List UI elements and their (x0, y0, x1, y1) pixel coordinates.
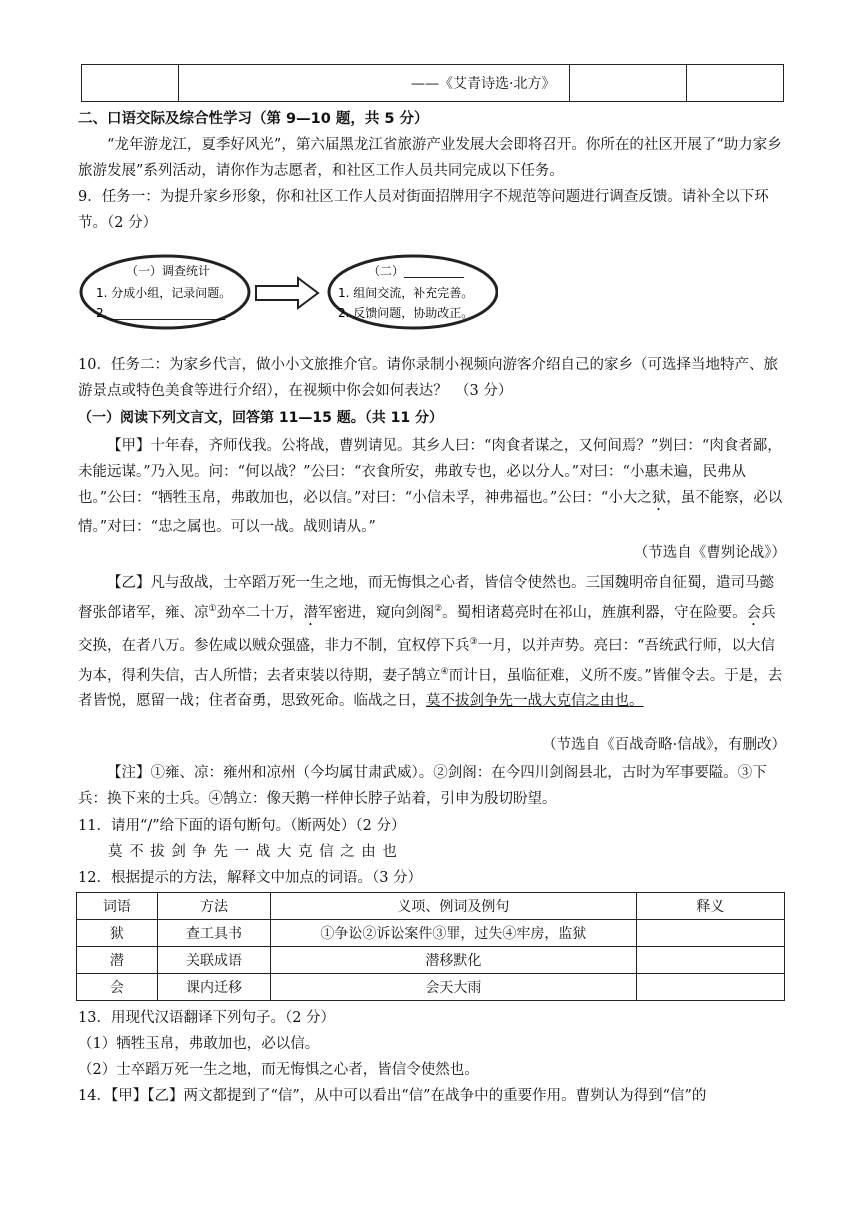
passage-yi-text: 兵交换，在者八万。参佐咸以贼众强盛，非力不制，宜权停下兵 (78, 604, 776, 654)
footnote-marker: ① (208, 604, 217, 614)
footnote-marker: ② (434, 604, 443, 614)
underlined-sentence: 莫不拔剑争先一战大克信之由也。 (426, 693, 644, 710)
arrow-right-icon (256, 278, 318, 308)
vocab-word: 潜 (77, 947, 158, 974)
question-12: 12．根据提示的方法，解释文中加点的词语。（3 分） (78, 870, 423, 886)
table-row (77, 920, 785, 947)
passage-yi-text: 【乙】凡与敌战，士卒蹈万死一生之地，而无悔惧之心者，皆信令使然也。三国魏明帝自征蜀，遣司马懿督张郃诸军，雍、凉 (78, 575, 774, 621)
vocab-table-header (77, 893, 785, 920)
vocab-method: 课内迁移 (157, 974, 271, 1001)
col-header-method: 方法 (157, 893, 271, 920)
passage-jia-text: 【甲】十年春，齐师伐我。公将战，曹刿请见。其乡人曰：“肉食者谋之，又何间焉？”刿曰：“肉食者鄙，未能远谋。”乃入见。问：“何以战？”公曰：“衣食所安，弗敢专也，必以分人。”对曰：“小惠未遍，民弗从也。”公曰：“牺牲玉帛，弗敢加也，必以信。”对曰：“小信未孚，神弗福也。”公曰： (78, 438, 782, 506)
vocab-meaning-blank (636, 920, 784, 947)
col-header-word: 词语 (77, 893, 158, 920)
dotted-word-qian: 潜 (303, 604, 319, 621)
question-9: 9．任务一：为提升家乡形象，你和社区工作人员对街面招牌用字不规范等问题进行调查反馈。请补全以下环节。（2 分） (78, 189, 769, 231)
passage-jia-text: “小大之 (600, 490, 652, 506)
annotation-notes: 【注】①雍、凉：雍州和凉州（今均属甘肃武威）。②剑阁：在今四川剑阁县北，古时为军事要隘。③下兵：换下来的士兵。④鹄立：像天鹅一样伸长脖子站着，引申为殷切盼望。 (78, 765, 767, 807)
vocab-table (76, 892, 785, 1001)
vocab-examples: ①争讼②诉讼案件③罪，过失④牢房，监狱 (271, 920, 636, 947)
question-13-sentence-1: （1）牺牲玉帛，弗敢加也，必以信。 (78, 1036, 320, 1052)
vocab-word: 会 (77, 974, 158, 1001)
passage-jia-text: ，虽不能察，必以情。”对曰：“忠之属也。可以一战。战则请从。” (78, 490, 783, 535)
dotted-word-hui: 会 (746, 604, 762, 621)
footnote-marker: ④ (440, 666, 449, 677)
question-10: 10．任务二：为家乡代言，做小小文旅推介官。请你录制小视频向游客介绍自己的家乡（可选择当地特产、旅游景点或特色美食等进行介绍），在视频中你会如何表达？ （3 分） (78, 357, 778, 399)
passage-yi-text: 而计日，虽临征难，义所不废。”皆催令去。于是，去者皆悦，愿留一战；住者奋勇，思致死命。临战之日， (78, 667, 783, 710)
step1-line2-blank: 2. ___________________ (96, 306, 226, 320)
vocab-method: 查工具书 (157, 920, 271, 947)
table-row (77, 974, 785, 1001)
section2-heading: 二、口语交际及综合性学习（第 9—10 题，共 5 分） (78, 111, 429, 127)
footnote-marker: ③ (469, 636, 478, 647)
vocab-examples: 潜移默化 (271, 947, 636, 974)
vocab-meaning-blank (636, 974, 784, 1001)
dotted-word-yu: 狱 (651, 490, 667, 506)
question-13-sentence-2: （2）士卒蹈万死一生之地，而无悔惧之心者，皆信令使然也。 (78, 1062, 479, 1078)
question-11-sentence: 莫 不 拔 剑 争 先 一 战 大 克 信 之 由 也 (108, 844, 397, 860)
flow-diagram-svg (78, 253, 498, 333)
step2-title-blank: （二）__________ (368, 264, 465, 278)
reading-heading: （一）阅读下列文言文，回答第 11—15 题。（共 11 分） (78, 410, 443, 426)
vocab-word: 狱 (77, 920, 158, 947)
passage-yi-text: 劲卒二十万， (216, 604, 304, 621)
passage-yi-text: 军密进，窥向剑阁 (318, 604, 435, 621)
step2-line1: 1. 组间交流，补充完善。 (338, 286, 474, 300)
poem-table-fragment (81, 64, 784, 102)
passage-jia (78, 433, 786, 540)
vocab-examples: 会天大雨 (271, 974, 636, 1001)
table-cell (82, 65, 179, 102)
col-header-meaning: 释义 (636, 893, 784, 920)
passage-yi-text: 一月，以并声势。亮曰：“吾统武行师，以大信为本，得利失信，古人所惜；去者束装以待期，妻子鹄立 (78, 637, 775, 684)
section2-intro: “龙年游龙江，夏季好风光”，第六届黑龙江省旅游产业发展大会即将召开。你所在的社区开展了“助力家乡旅游发展”系列活动，请你作为志愿者，和社区工作人员共同完成以下任务。 (78, 137, 782, 179)
table-row (77, 947, 785, 974)
step1-title: （一）调查统计 (126, 264, 211, 278)
poem-citation: ——《艾青诗选·北方》 (178, 65, 570, 102)
step2-line2: 2. 反馈问题，协助改正。 (338, 306, 474, 320)
col-header-examples: 义项、例词及例句 (271, 893, 636, 920)
passage-yi-source: （节选自《百战奇略·信战》，有删改） (542, 737, 786, 753)
question-13: 13．用现代汉语翻译下列句子。（2 分） (78, 1010, 336, 1026)
passage-yi-text: 。蜀相诸葛亮时在祁山，旌旗利器，守在险要。 (442, 604, 747, 621)
vocab-method: 关联成语 (157, 947, 271, 974)
question-11: 11．请用“/”给下面的语句断句。（断两处）（2 分） (78, 818, 406, 834)
table-cell (570, 65, 687, 102)
survey-flow-diagram (78, 253, 498, 333)
vocab-meaning-blank (636, 947, 784, 974)
step1-line1: 1. 分成小组，记录问题。 (96, 286, 232, 300)
table-cell (687, 65, 784, 102)
question-14: 14．【甲】【乙】两文都提到了“信”，从中可以看出“信”在战争中的重要作用。曹刿认为得到“信”的 (78, 1088, 707, 1104)
passage-yi (78, 570, 786, 714)
passage-jia-source: （节选自《曹刿论战》） (633, 545, 786, 561)
